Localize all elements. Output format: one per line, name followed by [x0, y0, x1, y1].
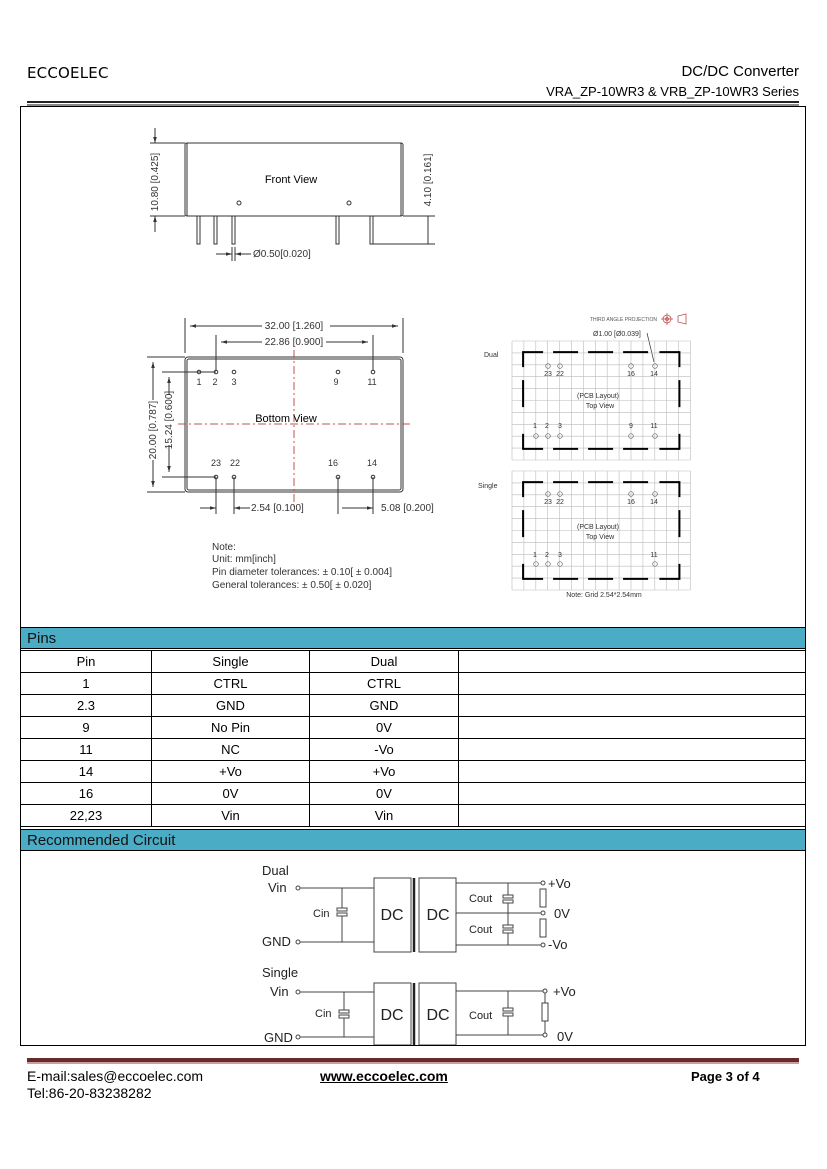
pin-cell: 9 — [21, 717, 152, 739]
pin-cell: 16 — [21, 783, 152, 805]
dual-cell: 0V — [310, 717, 459, 739]
pin-cell: 1 — [21, 673, 152, 695]
svg-text:Top View: Top View — [585, 403, 615, 410]
pins-section-header: Pins — [21, 627, 805, 649]
svg-text:14: 14 — [366, 458, 378, 468]
pcb-hole — [558, 562, 563, 567]
offset-dim: 5.08 [0.200] — [381, 503, 434, 514]
svg-text:1: 1 — [533, 423, 537, 430]
single-dc-right: DC — [426, 1007, 450, 1024]
empty-cell — [459, 717, 806, 739]
dual-gnd-label: GND — [262, 934, 291, 949]
single-cell: GND — [152, 695, 310, 717]
dual-cell: -Vo — [310, 739, 459, 761]
column-header: Single — [152, 651, 310, 673]
svg-text:1: 1 — [196, 377, 202, 387]
single-label: Single — [262, 965, 299, 980]
projection-symbol-icon — [661, 313, 686, 325]
column-header — [459, 651, 806, 673]
dual-cell: Vin — [310, 805, 459, 827]
dual-circuit — [296, 878, 546, 952]
footer-rule-secondary — [27, 1062, 799, 1064]
pins-table — [20, 650, 806, 827]
svg-text:16: 16 — [327, 458, 339, 468]
mechanical-drawing — [21, 107, 805, 627]
svg-text:3: 3 — [558, 552, 562, 559]
pcb-dual-label: Dual — [484, 352, 499, 359]
column-header: Pin — [21, 651, 152, 673]
bottom-row-span-dim: 15.24 [0.600] — [164, 390, 175, 450]
svg-text:23: 23 — [544, 499, 552, 506]
svg-text:23: 23 — [210, 458, 222, 468]
single-vin-label: Vin — [270, 984, 289, 999]
svg-text:(PCB Layout): (PCB Layout) — [576, 393, 620, 400]
dual-zero-label: 0V — [554, 906, 570, 921]
dual-cell: +Vo — [310, 761, 459, 783]
empty-cell — [459, 673, 806, 695]
table-row — [21, 805, 806, 827]
pins-table-header — [21, 651, 806, 673]
single-zero-label: 0V — [557, 1029, 573, 1044]
circuit-section-header: Recommended Circuit — [21, 829, 805, 851]
dual-cell: CTRL — [310, 673, 459, 695]
single-cell: NC — [152, 739, 310, 761]
svg-text:22: 22 — [556, 371, 564, 378]
brand-name: ECCOELEC — [27, 64, 109, 82]
table-row — [21, 761, 806, 783]
dual-vin-label: Vin — [268, 880, 287, 895]
svg-text:16: 16 — [627, 499, 635, 506]
bottom-height-dim: 20.00 [0.787] — [148, 400, 159, 460]
dual-pos-label: +Vo — [548, 876, 571, 891]
single-circuit — [296, 983, 548, 1045]
svg-text:1: 1 — [533, 552, 537, 559]
single-cell: +Vo — [152, 761, 310, 783]
projection-label: THIRD ANGLE PROJECTION — [590, 317, 657, 323]
single-gnd-label: GND — [264, 1030, 293, 1045]
bottom-pin-span-dim: 22.86 [0.900] — [264, 337, 324, 348]
svg-text:23: 23 — [544, 371, 552, 378]
svg-text:16: 16 — [627, 371, 635, 378]
single-pos-label: +Vo — [553, 984, 576, 999]
svg-text:9: 9 — [629, 423, 633, 430]
svg-text:Note: Grid 2.54*2.54mm: Note: Grid 2.54*2.54mm — [566, 592, 642, 599]
svg-text:Pin diameter tolerances: ± 0.: Pin diameter tolerances: ± 0.10[ ± 0.004] — [212, 567, 392, 578]
single-cell: No Pin — [152, 717, 310, 739]
pin-cell: 2.3 — [21, 695, 152, 717]
footer-email[interactable]: E-mail:sales@eccoelec.com — [27, 1068, 204, 1084]
svg-text:Unit: mm[inch]: Unit: mm[inch] — [212, 554, 276, 565]
svg-text:11: 11 — [650, 423, 658, 430]
front-view — [150, 128, 435, 261]
dual-cin-label: Cin — [313, 908, 330, 920]
single-cell: CTRL — [152, 673, 310, 695]
centerlines — [178, 350, 413, 510]
recommended-circuit-diagram — [21, 852, 805, 1045]
svg-text:3: 3 — [231, 377, 237, 387]
dual-cout2-label: Cout — [469, 924, 493, 936]
svg-text:14: 14 — [650, 499, 658, 506]
empty-cell — [459, 783, 806, 805]
svg-text:2: 2 — [212, 377, 218, 387]
pcb-hole — [558, 364, 563, 369]
svg-text:(PCB Layout): (PCB Layout) — [576, 524, 620, 531]
single-cell: 0V — [152, 783, 310, 805]
product-type: DC/DC Converter — [681, 63, 799, 80]
front-height-dim: 10.80 [0.425] — [150, 152, 161, 212]
svg-text:3: 3 — [558, 423, 562, 430]
dual-dc-right: DC — [426, 907, 450, 924]
front-view-label: Front View — [264, 174, 318, 186]
empty-cell — [459, 805, 806, 827]
pin-cell: 11 — [21, 739, 152, 761]
svg-text:Note:: Note: — [212, 542, 236, 553]
bottom-width-dim: 32.00 [1.260] — [264, 321, 324, 332]
svg-text:22: 22 — [556, 499, 564, 506]
product-series: VRA_ZP-10WR3 & VRB_ZP-10WR3 Series — [546, 84, 799, 99]
single-cin-label: Cin — [315, 1008, 332, 1020]
svg-text:22: 22 — [229, 458, 241, 468]
table-row — [21, 783, 806, 805]
pcb-single-label: Single — [478, 483, 498, 490]
column-header: Dual — [310, 651, 459, 673]
empty-cell — [459, 739, 806, 761]
pitch-dim: 2.54 [0.100] — [251, 503, 304, 514]
dual-cell: 0V — [310, 783, 459, 805]
svg-text:2: 2 — [545, 423, 549, 430]
dual-neg-label: -Vo — [548, 937, 568, 952]
single-cell: Vin — [152, 805, 310, 827]
svg-text:9: 9 — [333, 377, 339, 387]
svg-text:14: 14 — [650, 371, 658, 378]
dual-cell: GND — [310, 695, 459, 717]
single-cout-label: Cout — [469, 1010, 493, 1022]
header-rule — [27, 101, 799, 103]
front-pin-length-dim: 4.10 [0.161] — [423, 153, 434, 207]
single-dc-left: DC — [380, 1007, 404, 1024]
table-row — [21, 739, 806, 761]
table-row — [21, 717, 806, 739]
pin-diameter-dim: Ø0.50[0.020] — [253, 249, 311, 260]
pin-cell: 22,23 — [21, 805, 152, 827]
svg-text:11: 11 — [367, 377, 377, 387]
page-number: Page 3 of 4 — [691, 1069, 760, 1084]
bottom-view-label: Bottom View — [255, 413, 317, 425]
table-row — [21, 695, 806, 717]
hole-dim: Ø1.00 [Ø0.039] — [593, 331, 641, 338]
drawing-note — [212, 542, 392, 591]
svg-text:General tolerances: ± 0.50[ ±: General tolerances: ± 0.50[ ± 0.020] — [212, 580, 372, 591]
dual-cout1-label: Cout — [469, 893, 493, 905]
svg-text:11: 11 — [650, 552, 658, 559]
dual-dc-left: DC — [380, 907, 404, 924]
footer-website-link[interactable]: www.eccoelec.com — [320, 1068, 448, 1084]
table-row — [21, 673, 806, 695]
dual-label: Dual — [262, 863, 289, 878]
svg-text:Top View: Top View — [585, 534, 615, 541]
pin-cell: 14 — [21, 761, 152, 783]
empty-cell — [459, 695, 806, 717]
svg-text:2: 2 — [545, 552, 549, 559]
empty-cell — [459, 761, 806, 783]
pcb-grid-dual — [512, 341, 691, 460]
footer-tel: Tel:86-20-83238282 — [27, 1085, 152, 1101]
pcb-hole — [558, 492, 563, 497]
